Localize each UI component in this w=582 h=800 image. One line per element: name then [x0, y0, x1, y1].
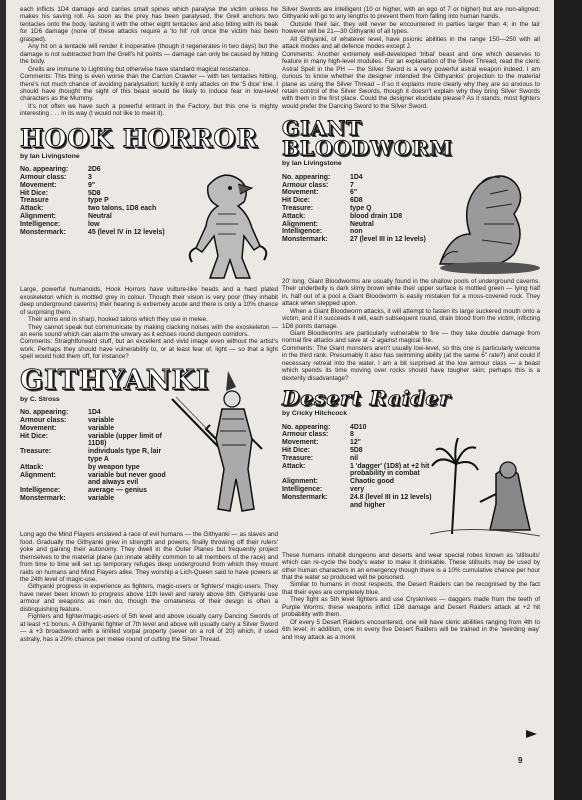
stat-label: Armour class: [282, 431, 329, 439]
stat-label: Alignment: [282, 478, 318, 486]
stat-label: Monstermark: [282, 236, 328, 244]
desert-raider-text: They fight as 5th level fighters and use Crysknives — daggers made from the teeth of Purple Worms; these weapons inflict 1D8 damage and Desert Raiders attack at +2 hit probability with them. [282, 596, 540, 619]
stat-value: 6D8 [350, 197, 363, 205]
stat-value: type Q [350, 204, 372, 212]
stat-label: Movement: [20, 181, 57, 189]
stat-value: 5D8 [88, 189, 101, 197]
stat-value: 1D4 [88, 409, 101, 417]
desert-raider-text: Similar to humans in most respects, the Desert Raiders can be recognised by the fact that their eyes are completely blue. [282, 581, 540, 596]
desert-raider-text: These humans inhabit dungeons and deserts and wear special robes known as 'stillsuits' which can re-cycle the body's water to make it drinkable. These stillsuits may be used by other human characters in an emergency though there is a 10% cumulative chance per hour that the water so produced will be poisoned. [282, 551, 540, 581]
stat-label: Movement: [20, 424, 57, 432]
stat-value: 27 (level III in 12 levels) [350, 236, 426, 244]
stat-label: Alignment: [282, 220, 318, 228]
stat-label: Attack: [20, 463, 44, 471]
githyanki-text: Long ago the Mind Flayers enslaved a race of evil humans — the Githyanki — as slaves and food. Gradually the Githyanki grew in strength and powers, finally throwing off their rulers' yoke and gaining their autonomy. They dwell in the Outer Planes but frequently project themselves to the material plane (an innate ability common to all members of the race) and from time to time will set up temporary refuges deep underground from which they mount raids on humans and Mind Flayers alike. They worship a Lich-Queen said to have powers at the 24th level of magic-use. [20, 531, 278, 583]
stat-label: Armour class: [20, 174, 67, 182]
desert-raider-illustration [430, 414, 540, 544]
stat-value: variable [88, 417, 115, 425]
desert-raider-stats [282, 424, 432, 510]
stat-label: Armour class: [282, 181, 329, 189]
hook-horror-illustration [178, 166, 278, 284]
stat-value: 7 [350, 181, 354, 189]
hook-horror-byline: by Ian Livingstone [20, 152, 80, 160]
page-number: 9 [518, 756, 523, 765]
stat-value: nil [350, 454, 359, 462]
giant-bloodworm-illustration [430, 164, 540, 276]
stat-label: Monstermark: [20, 228, 66, 236]
githyanki-cont: Silver Swords are intelligent (10 or higher, with an ego of 7 or higher) but are non-aligned; Githyanki will go to any lengths to prevent them from falling into human hands. [282, 6, 540, 21]
stat-label: Attack: [20, 205, 44, 213]
continue-arrow-icon [526, 730, 537, 738]
stat-label: Armour class: [20, 417, 67, 425]
githyanki-stats [20, 409, 170, 503]
stat-value: blood drain 1D8 [350, 212, 403, 220]
stat-value: 9" [88, 181, 96, 189]
stat-label: No. appearing: [282, 173, 331, 181]
stat-label: No. appearing: [20, 409, 69, 417]
stat-label: Intelligence: [282, 485, 323, 493]
hook-horror-text: They cannot speak but communicate by making clacking noises with the exoskeleton — an eerie sound which can alarm the unwary as it echoes round dungeon corridors. [20, 323, 278, 338]
stat-value: 45 (level IV in 12 levels) [88, 228, 165, 236]
page-edge [554, 0, 582, 800]
grell-text: It's not often we have such a powerful entrant in the Factory, but this one is mighty interesting . . . in its way (I would not like to meet it). [20, 102, 278, 118]
stat-value: two talons, 1D8 each [88, 205, 157, 213]
stat-value: by weapon type [88, 463, 140, 471]
stat-label: Alignment: [20, 471, 56, 479]
magazine-page [6, 0, 554, 800]
stat-value: Neutral [350, 220, 374, 228]
giant-bloodworm-text: 20' long, Giant Bloodworms are usually found in the shallow pools of underground caverns. Their underbelly is dark slimy brown while their upper surface is mottled green — lying half in, half out of a pool a Giant Bloodworm is easily mistaken for a moss-covered rock. They attack when stepped upon. [282, 277, 540, 308]
stat-value: 1 'dagger' (1D8) at +2 hit probability in combat [350, 462, 430, 478]
stat-label: Movement: [282, 189, 319, 197]
desert-raider-title: Desert Raider [282, 386, 451, 411]
stat-value: low [88, 220, 100, 228]
giant-bloodworm-title: GIANT BLOODWORM [282, 116, 453, 161]
stat-value: Neutral [88, 213, 112, 221]
stat-label: Monstermark: [20, 495, 66, 502]
stat-label: Intelligence: [282, 228, 323, 236]
stat-value: 4D10 [350, 423, 367, 431]
stat-value: individuals type R, lair type A [88, 448, 162, 464]
grell-text: each inflicts 1D4 damage and carries small spines which paralyse the victim unless he makes his saving roll. As soon as the prey has been paralysed, the Grell anchors two tentacles onto the body, lashing it with the other eight tentacles and also biting with its beak for 1D6 damage (none of these attacks require a 'to hit' roll once the victim has been grasped). [20, 6, 278, 43]
grell-text: Grells are immune to Lightning but otherwise have standard magical resistance. [28, 65, 251, 73]
stat-value: variable (upper limit of 11D8) [88, 432, 162, 448]
githyanki-cont: All Githyanki, of whatever level, have psionic abilities in the range 150—250 with all attack modes and all defence modes except J. [282, 35, 540, 51]
stat-label: Treasure: [20, 448, 52, 456]
stat-value: variable [88, 424, 115, 432]
stat-value: variable but never good and always evil [88, 471, 166, 487]
stat-label: Intelligence: [20, 487, 61, 495]
stat-value: type P [88, 197, 109, 205]
stat-label: Treasure: [282, 204, 314, 212]
grell-comments: Comments: This thing is even worse than the Carrion Crawler — with ten tentacles hitting, there's not much chance of avoiding paralysation; luckily it only attacks on the '5 dice' line. I should have thought the sight of this beast would be likely to induce fear in low-level characters as the Mummy. [20, 73, 278, 103]
hook-horror-stats [20, 166, 170, 236]
stat-value: 3 [88, 174, 92, 182]
stat-label: Attack: [282, 212, 306, 220]
stat-value: 12" [350, 439, 361, 447]
hook-horror-text: Large, powerful humanoids, Hook Horrors have vulture-like heads and a hard plated exoskeleton which is mottled grey in colour. Though their vision is very poor (they inhabit deep underground caverns) their hearing is extremely acute and there is only a 10% chance of surprising them. [20, 286, 278, 316]
stat-label: Intelligence: [20, 220, 61, 228]
hook-horror-comments: Comments: Straightforward stuff, but an excellent and vivid image even without the artist's work. Perhaps they should have vulnerability to, or at least fear of, light — so that a light spell would hold them off, for instance? [20, 338, 278, 361]
stat-value: 8 [350, 431, 354, 439]
stat-label: No. appearing: [282, 423, 331, 431]
stat-label: Hit Dice: [20, 189, 48, 197]
desert-raider-text: Of every 5 Desert Raiders encountered, one will have cleric abilities ranging from 4th to 6th level; in addition, one in every five Desert Raiders will be trained in the 'weirding way' and may attack as a monk [282, 618, 540, 641]
stat-label: Monstermark: [282, 493, 328, 501]
stat-label: Movement: [282, 439, 319, 447]
githyanki-text: Fighters and fighter/magic-users of 5th level and above usually carry Dancing Swords of at least +1 bonus. A Githyanki fighter of 7th level and above will usually carry a Silver Sword — a +3 broadsword with a limited vorpal property (sever on a roll of 20) which, if used astrally, has a 20% chance per melee round of cutting the Silver Thread. [20, 613, 278, 643]
right-column [282, 6, 540, 641]
githyanki-illustration [166, 369, 278, 529]
stat-value: 1D4 [350, 173, 363, 181]
giant-bloodworm-comments: Comments: The Giant monsters aren't usually low-level, so this one is particularly welcome in the third rank. Presumably it also has swimming ability (at the same 6" rate?) and could if necessary retreat into the water. I am a bit surprised at the low armour class — a beast which spends its time moving over rocks should have tougher skin; perhaps this is a dexterity disadvantage? [282, 344, 540, 382]
stat-value: 5D8 [350, 446, 363, 454]
stat-label: No. appearing: [20, 166, 69, 174]
stat-value: Chaotic good [350, 478, 395, 486]
stat-label: Attack: [282, 462, 306, 470]
githyanki-comments: Comments: Another extremely well-developed 'tribal' beast and one which deserves to feature in many high-level modules. For an explanation of the Silver Thread, read the cleric Astral Spell in the PH — the Silver Sword is a very powerful astral weapon indeed. I am curious to know whether the designer intended the Githyankis' projection to the material plane as using the Silver Thread – if so it explains more clearly why they are so anxious to retain control of the Silver Swords, though it doesn't explain why they bring Silver Swords with them in the first place. Could the designer elucidate please? As it stands, most fighters would prefer the Dancing Sword to the Silver Sword. [282, 50, 540, 110]
stat-label: Treasure [20, 197, 49, 205]
githyanki-cont: Outside their lair, they will never be encountered in parties larger than 4; in the lair however will be 21—30 Githyanki of all types. [282, 20, 540, 36]
stat-value: 6" [350, 189, 358, 197]
githyanki-title: GITHYANKI [20, 364, 210, 396]
desert-raider-byline: by Cricky Hitchcock [282, 410, 347, 418]
stat-value: variable [88, 495, 115, 502]
stat-label: Hit Dice: [282, 446, 310, 454]
giant-bloodworm-stats [282, 174, 432, 244]
stat-label: Hit Dice: [282, 197, 310, 205]
githyanki-text: Githyanki progress in experience as fighters, magic-users or fighters/ magic-users. They have never been known to progress above 11th level and rarely above 8th. Githyanki use armour and weapons as men do, though the ornateness of their design is often a distinguishing feature. [20, 583, 278, 613]
stat-label: Hit Dice: [20, 432, 48, 440]
giant-bloodworm-text: When a Giant Bloodworm attacks, it will attempt to fasten its large suckered mouth onto a victim, and if it succeeds it will, each subsequent round, drain blood from the victim, inflicting 1D8 points damage. [282, 307, 540, 330]
stat-value: 24.8 (level III in 12 levels) and higher [350, 493, 432, 509]
stat-label: Alignment: [20, 213, 56, 221]
grell-text: Any hit on a tentacle will render it inoperative (though it regenerates in two days) but the damage is not subtracted from the Grell's hit points — damage can only be caused by hitting the body. [20, 43, 278, 66]
githyanki-byline: by C. Stross [20, 395, 60, 403]
giant-bloodworm-text: Giant Bloodworms are particularly vulnerable to fire — they take double damage from normal fire attacks and save at -2 against magical fire. [282, 329, 540, 345]
giant-bloodworm-byline: by Ian Livingstone [282, 160, 342, 168]
stat-value: very [350, 485, 365, 493]
stat-label: Treasure: [282, 454, 314, 462]
stat-value: non [350, 228, 363, 236]
stat-value: average — genius [88, 487, 147, 495]
stat-value: 2D6 [88, 166, 101, 174]
hook-horror-title: HOOK HORROR [20, 123, 259, 153]
hook-horror-text: Their arms end in sharp, hooked talons which they use in melee. [28, 316, 208, 324]
left-column [20, 6, 278, 643]
